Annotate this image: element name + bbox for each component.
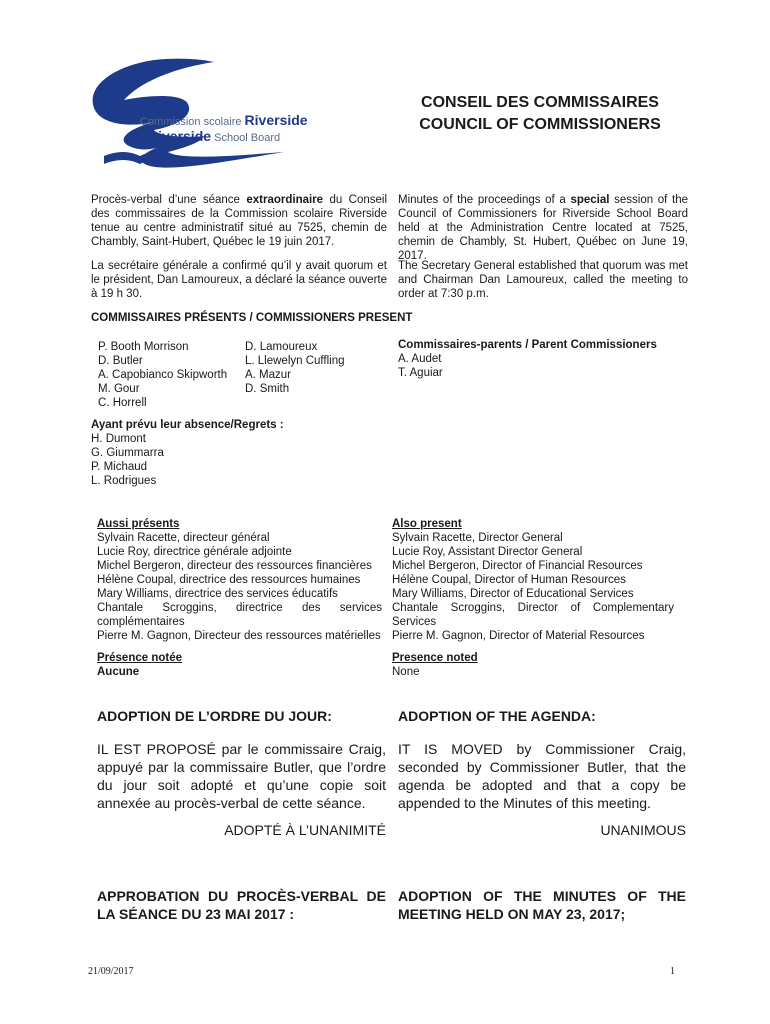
list-item: Pierre M. Gagnon, Directeur des ressources matérielles [97,630,381,642]
parent-commissioners [398,338,657,380]
regrets-section [91,418,284,488]
present-heading: COMMISSAIRES PRÉSENTS / COMMISSIONERS PRESENT [91,312,413,324]
intro-en: Minutes of the proceedings of a special session of the Council of Commissioners for Riverside School Board held at the Administration Centre located at 7525, chemin de Chambly, St. Hubert, Québec on June 19, 2017. [398,194,689,262]
list-item: H. Dumont [91,433,146,445]
logo-line-2: Riverside School Board [148,128,281,144]
present-col-1 [98,340,227,410]
also-present-heading-en: Also present [392,518,462,530]
minutes-heading-en: ADOPTION OF THE MINUTES OF THE MEETING HELD ON MAY 23, 2017; [398,888,686,922]
presence-heading-fr: Présence notée [97,652,183,664]
list-item: T. Aguiar [398,367,443,379]
list-item: M. Gour [98,383,140,395]
list-item: Sylvain Racette, directeur général [97,532,270,544]
list-item: G. Giummarra [91,447,164,459]
presence-en [392,651,478,679]
agenda-heading-en: ADOPTION OF THE AGENDA: [398,708,596,724]
list-item: Lucie Roy, directrice générale adjointe [97,546,292,558]
title-line-fr: CONSEIL DES COMMISSAIRES [421,94,659,111]
title-line-en: COUNCIL OF COMMISSIONERS [419,116,661,133]
list-item: Michel Bergeron, Director of Financial Resources [392,560,643,572]
list-item: D. Smith [245,383,290,395]
intro-fr: Procès-verbal d’une séance extraordinaire du Conseil des commissaires de la Commission scolaire Riverside tenue au centre administratif situé au 7525, chemin de Chambly, Saint-Hubert, Québec le 19 juin 2017. [91,194,387,248]
list-item: Sylvain Racette, Director General [392,532,563,544]
also-present-heading-fr: Aussi présents [97,518,180,530]
list-item: D. Butler [98,355,143,367]
agenda-result-fr: ADOPTÉ À L’UNANIMITÉ [224,822,386,838]
list-item: P. Booth Morrison [98,341,189,353]
list-item: Chantale Scroggins, Director of Complementary Services [392,602,674,628]
list-item: Mary Williams, Director of Educational Services [392,588,634,600]
agenda-heading-fr: ADOPTION DE L’ORDRE DU JOUR: [97,708,332,724]
list-item: Michel Bergeron, directeur des ressources financières [97,560,372,572]
list-item: D. Lamoureux [245,341,318,353]
also-present-fr [97,517,382,643]
presence-value-en: None [392,666,420,678]
page-number: 1 [670,966,675,977]
list-item: A. Audet [398,353,442,365]
quorum-en: The Secretary General established that quorum was met and Chairman Dan Lamoureux, called the meeting to order at 7:30 p.m. [398,260,688,300]
list-item: Pierre M. Gagnon, Director of Material Resources [392,630,645,642]
list-item: Mary Williams, directrice des services éducatifs [97,588,338,600]
list-item: A. Mazur [245,369,292,381]
list-item: C. Horrell [98,397,147,409]
agenda-motion-en: IT IS MOVED by Commissioner Craig, seconded by Commissioner Butler, that the agenda be adopted and that a copy be appended to the Minutes of this meeting. [398,741,686,811]
presence-fr [97,651,182,679]
presence-heading-en: Presence noted [392,652,478,664]
minutes-heading-fr: APPROBATION DU PROCÈS-VERBAL DE LA SÉANCE DU 23 MAI 2017 : [97,888,386,922]
logo-line-1: Commission scolaire Riverside [140,112,308,128]
footer-date: 21/09/2017 [88,966,134,977]
parents-heading: Commissaires-parents / Parent Commissioners [398,339,657,351]
list-item: Hélène Coupal, Director of Human Resources [392,574,626,586]
agenda-result-en: UNANIMOUS [600,822,686,838]
list-item: L. Llewelyn Cuffling [245,355,345,367]
list-item: Lucie Roy, Assistant Director General [392,546,583,558]
regrets-heading: Ayant prévu leur absence/Regrets : [91,419,284,431]
quorum-fr: La secrétaire générale a confirmé qu’il y avait quorum et le président, Dan Lamoureux, a déclaré la séance ouverte à 19 h 30. [91,260,387,300]
list-item: L. Rodrigues [91,475,157,487]
presence-value-fr: Aucune [97,666,140,678]
list-item: Hélène Coupal, directrice des ressources humaines [97,574,361,586]
list-item: Chantale Scroggins, directrice des services complémentaires [97,602,382,628]
present-col-2 [245,340,345,396]
also-present-en [392,517,674,643]
list-item: P. Michaud [91,461,148,473]
agenda-motion-fr: IL EST PROPOSÉ par le commissaire Craig, appuyé par la commissaire Butler, que l’ordre du jour soit adopté et qu’une copie soit annexée au procès-verbal de cette séance. [97,741,386,811]
list-item: A. Capobianco Skipworth [98,369,228,381]
page-title [390,92,690,136]
